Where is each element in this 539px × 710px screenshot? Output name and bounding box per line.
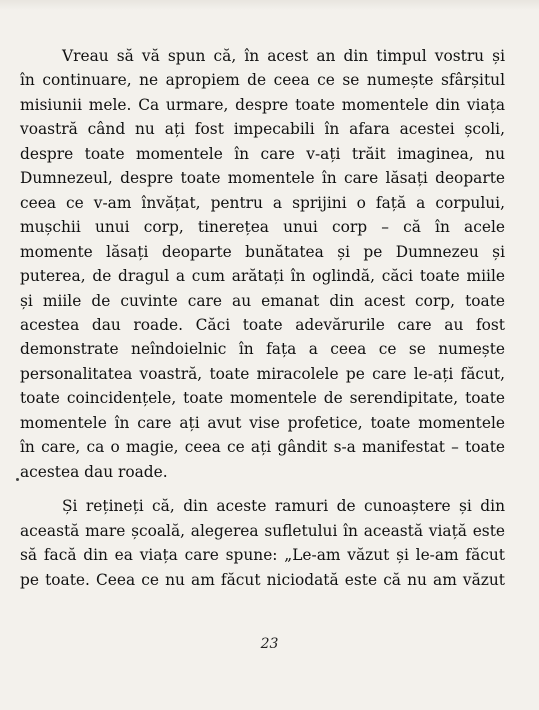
text-line: această mare școală, alegerea sufletului în această viață este: [20, 521, 505, 540]
page-number: 23: [260, 636, 279, 652]
paragraph-1: [20, 44, 505, 484]
text-line: acestea dau roade.: [20, 462, 168, 481]
text-line: acestea dau roade. Căci toate adevărurile care au fost: [20, 315, 505, 334]
text-line: mușchii unui corp, tinerețea unui corp – că în acele: [20, 218, 505, 237]
text-line: personalitatea voastră, toate miracolele pe care le-ați făcut,: [20, 364, 505, 383]
text-line: Dumnezeul, despre toate momentele în care lăsați deoparte: [20, 169, 505, 188]
text-line: toate coincidențele, toate momentele de serendipitate, toate: [20, 389, 505, 408]
text-line: momentele în care ați avut vise profetice, toate momentele: [20, 413, 505, 432]
text-line: ceea ce v-am învățat, pentru a sprijini o față a corpului,: [20, 193, 505, 212]
text-line: momente lăsați deoparte bunătatea și pe Dumnezeu și: [20, 242, 505, 261]
text-line: în continuare, ne apropiem de ceea ce se numește sfârșitul: [20, 71, 505, 90]
paragraph-2: [20, 494, 505, 592]
text-line: pe toate. Ceea ce nu am făcut niciodată este că nu am văzut: [20, 570, 505, 589]
text-line: despre toate momentele în care v-ați trăit imaginea, nu: [20, 144, 505, 163]
text-line: Și rețineți că, din aceste ramuri de cunoaștere și din: [62, 497, 505, 516]
ink-speck: [16, 478, 19, 481]
text-line: voastră când nu ați fost impecabili în afara acestei școli,: [20, 120, 505, 139]
text-line: Vreau să vă spun că, în acest an din timpul vostru și: [62, 47, 505, 65]
text-line: misiunii mele. Ca urmare, despre toate momentele din viața: [20, 95, 505, 114]
text-line: și miile de cuvinte care au emanat din acest corp, toate: [20, 291, 505, 310]
text-line: puterea, de dragul a cum arătați în oglindă, căci toate miile: [20, 267, 505, 286]
text-line: în care, ca o magie, ceea ce ați gândit s-a manifestat – toate: [20, 438, 505, 457]
body-text: [20, 44, 505, 602]
text-line: demonstrate neîndoielnic în fața a ceea ce se numește: [20, 340, 505, 359]
text-line: să facă din ea viața care spune: „Le-am văzut și le-am făcut: [20, 546, 505, 565]
previous-page-bleed: [0, 0, 539, 10]
